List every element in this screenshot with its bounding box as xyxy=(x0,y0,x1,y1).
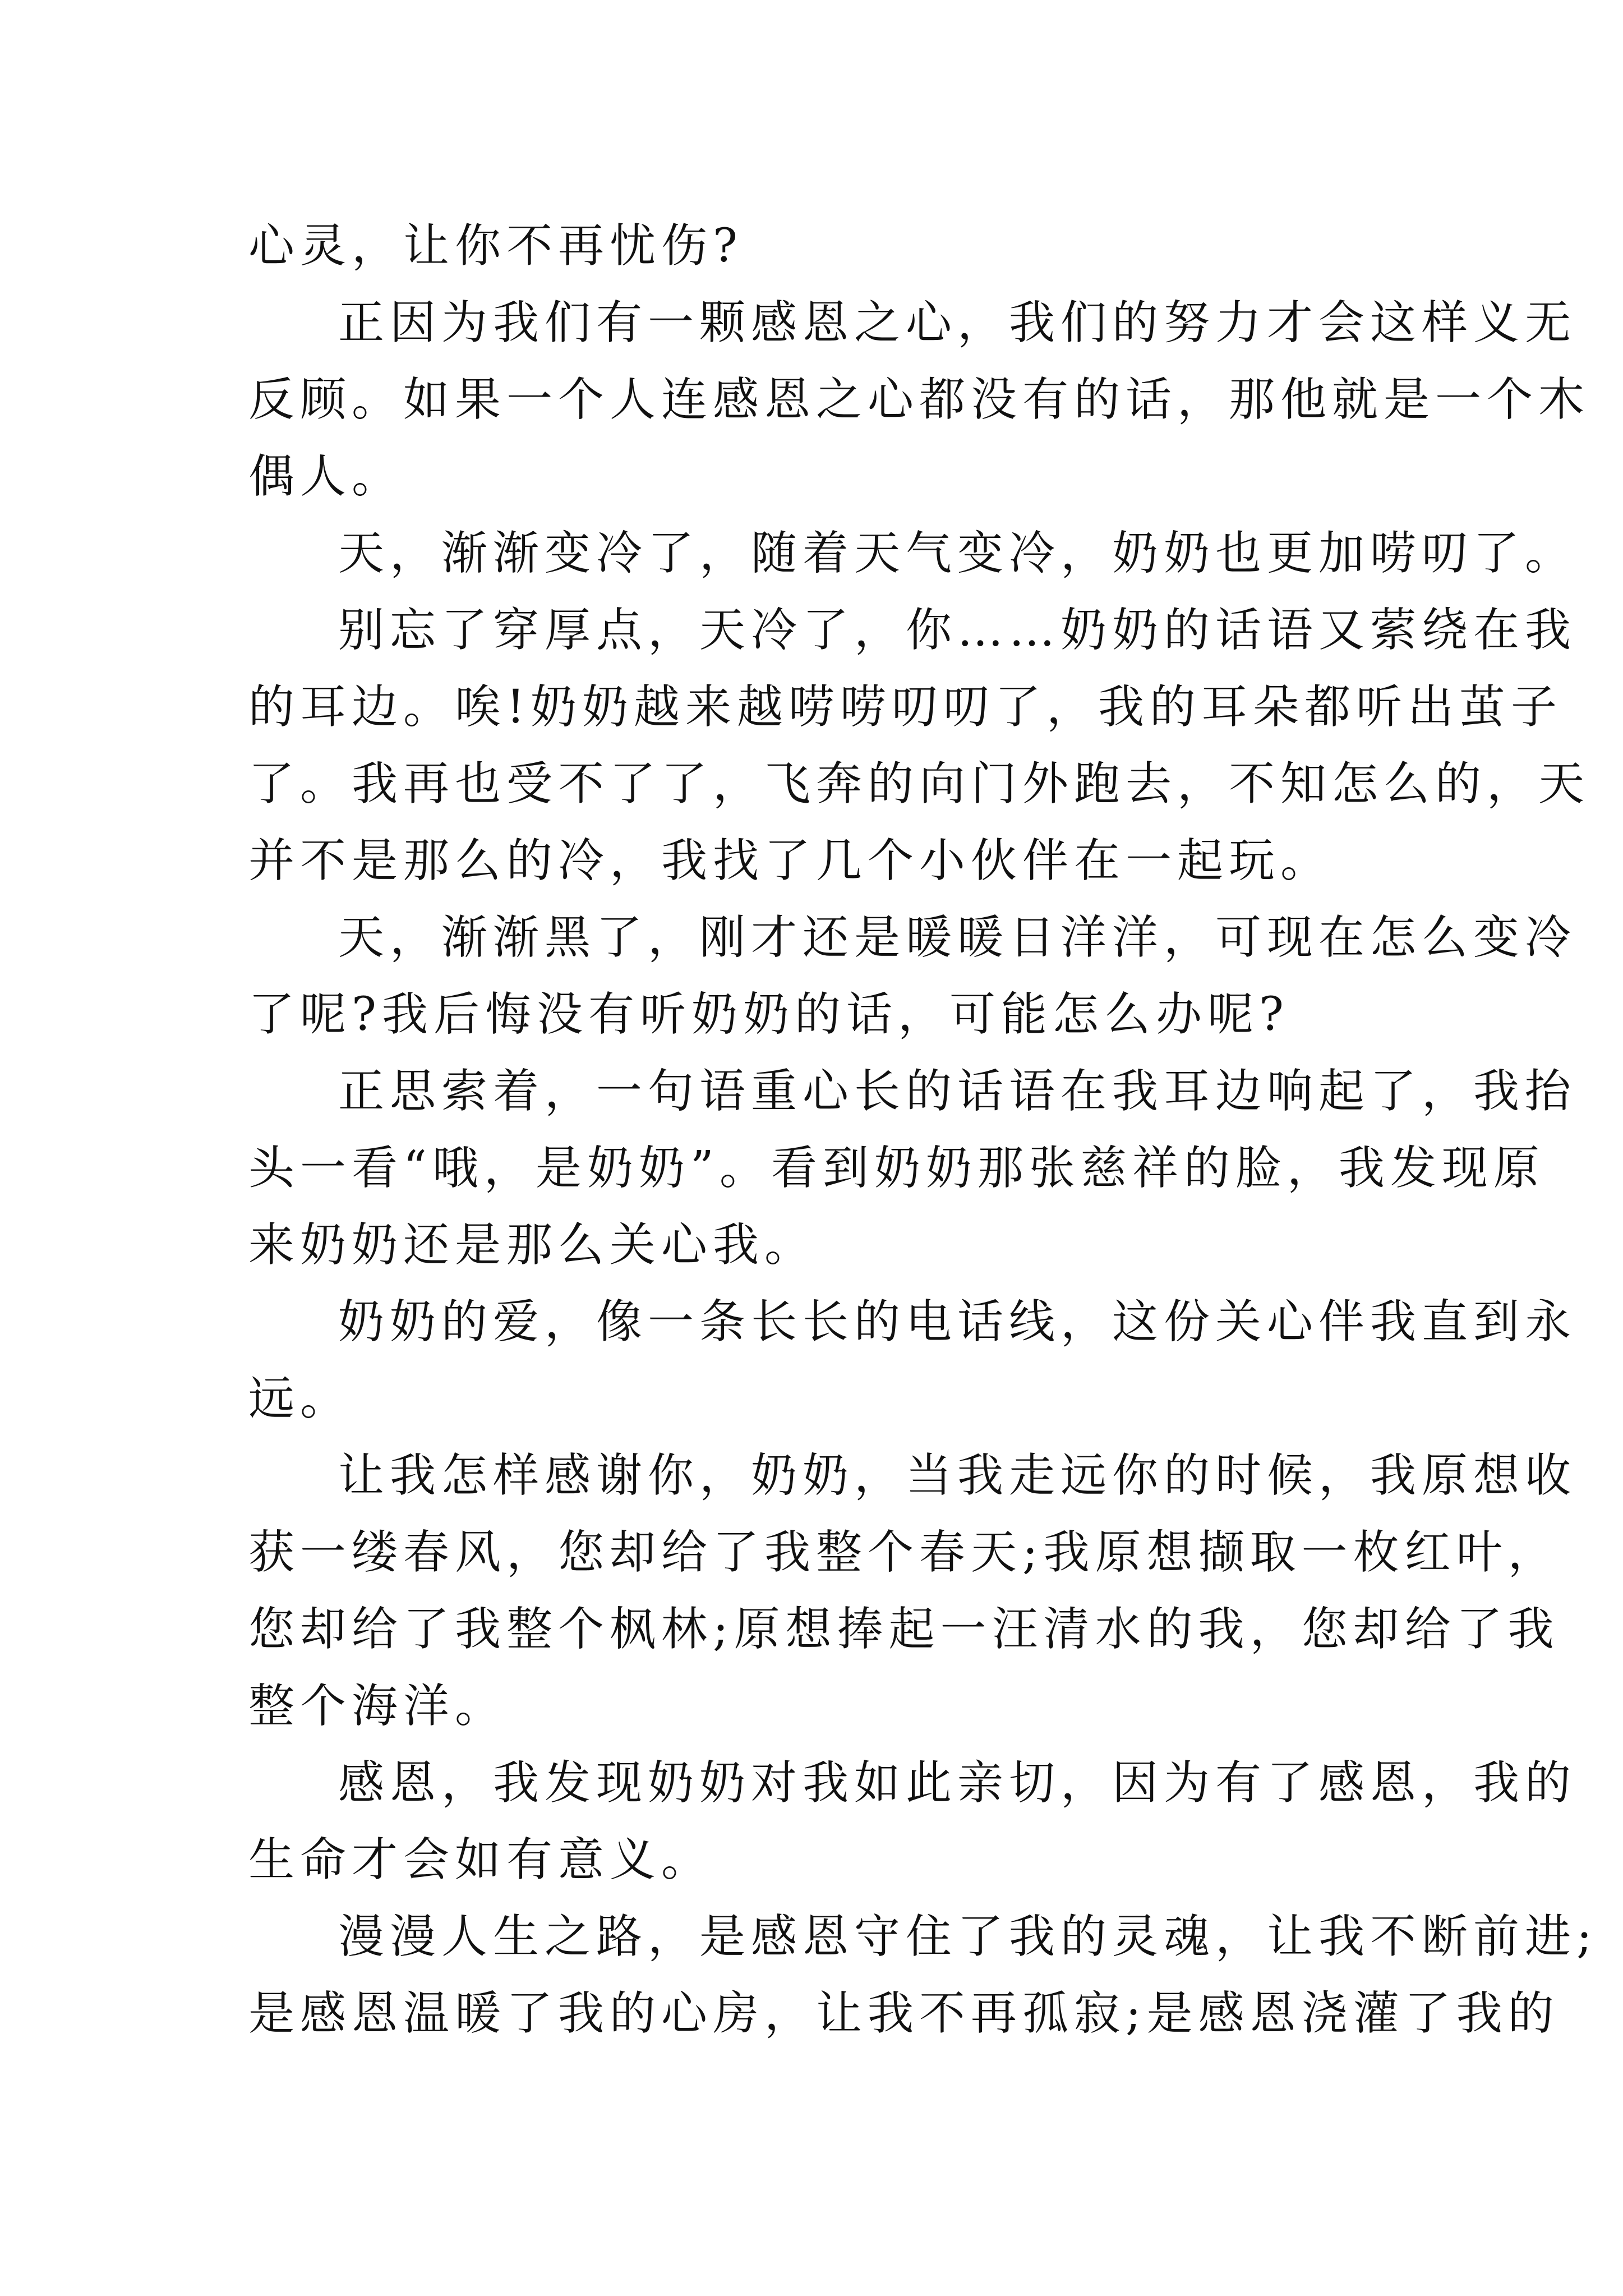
text-line: 正思索着，一句语重心长的话语在我耳边响起了，我抬 xyxy=(338,1065,1577,1118)
text-line: 感恩，我发现奶奶对我如此亲切，因为有了感恩，我的 xyxy=(338,1756,1577,1810)
text-line: 心灵，让你不再忧伤? xyxy=(248,219,743,273)
text-line: 天，渐渐变冷了，随着天气变冷，奶奶也更加唠叨了。 xyxy=(338,527,1577,580)
text-line: 了呢?我后悔没有听奶奶的话，可能怎么办呢? xyxy=(248,988,1289,1041)
text-line: 别忘了穿厚点，天冷了，你……奶奶的话语又萦绕在我 xyxy=(338,604,1577,657)
text-line: 漫漫人生之路，是感恩守住了我的灵魂，让我不断前进; xyxy=(338,1910,1598,1963)
text-line: 来奶奶还是那么关心我。 xyxy=(248,1218,817,1272)
text-line: 获一缕春风，您却给了我整个春天;我原想撷取一枚红叶， xyxy=(248,1526,1560,1579)
text-line: 远。 xyxy=(248,1372,352,1425)
text-line: 整个海洋。 xyxy=(248,1680,507,1733)
document-body xyxy=(248,208,1598,2052)
text-line: 天，渐渐黑了，刚才还是暖暖日洋洋，可现在怎么变冷 xyxy=(338,911,1577,964)
text-line: 是感恩温暖了我的心房，让我不再孤寂;是感恩浇灌了我的 xyxy=(248,1987,1560,2040)
text-line: 让我怎样感谢你，奶奶，当我走远你的时候，我原想收 xyxy=(338,1449,1577,1502)
text-line: 正因为我们有一颗感恩之心，我们的努力才会这样义无 xyxy=(338,296,1577,349)
text-line: 您却给了我整个枫林;原想捧起一汪清水的我，您却给了我 xyxy=(248,1603,1560,1656)
text-line: 偶人。 xyxy=(248,450,404,503)
text-line: 反顾。如果一个人连感恩之心都没有的话，那他就是一个木 xyxy=(248,373,1590,426)
text-line: 了。我再也受不了了，飞奔的向门外跑去，不知怎么的，天 xyxy=(248,757,1590,811)
text-line: 的耳边。唉!奶奶越来越唠唠叨叨了，我的耳朵都听出茧子 xyxy=(248,680,1562,734)
text-line: 并不是那么的冷，我找了几个小伙伴在一起玩。 xyxy=(248,834,1332,887)
text-line: 头一看“哦，是奶奶”。看到奶奶那张慈祥的脸，我发现原 xyxy=(248,1142,1545,1195)
text-line: 生命才会如有意义。 xyxy=(248,1833,713,1887)
text-line: 奶奶的爱，像一条长长的电话线，这份关心伴我直到永 xyxy=(338,1295,1577,1349)
